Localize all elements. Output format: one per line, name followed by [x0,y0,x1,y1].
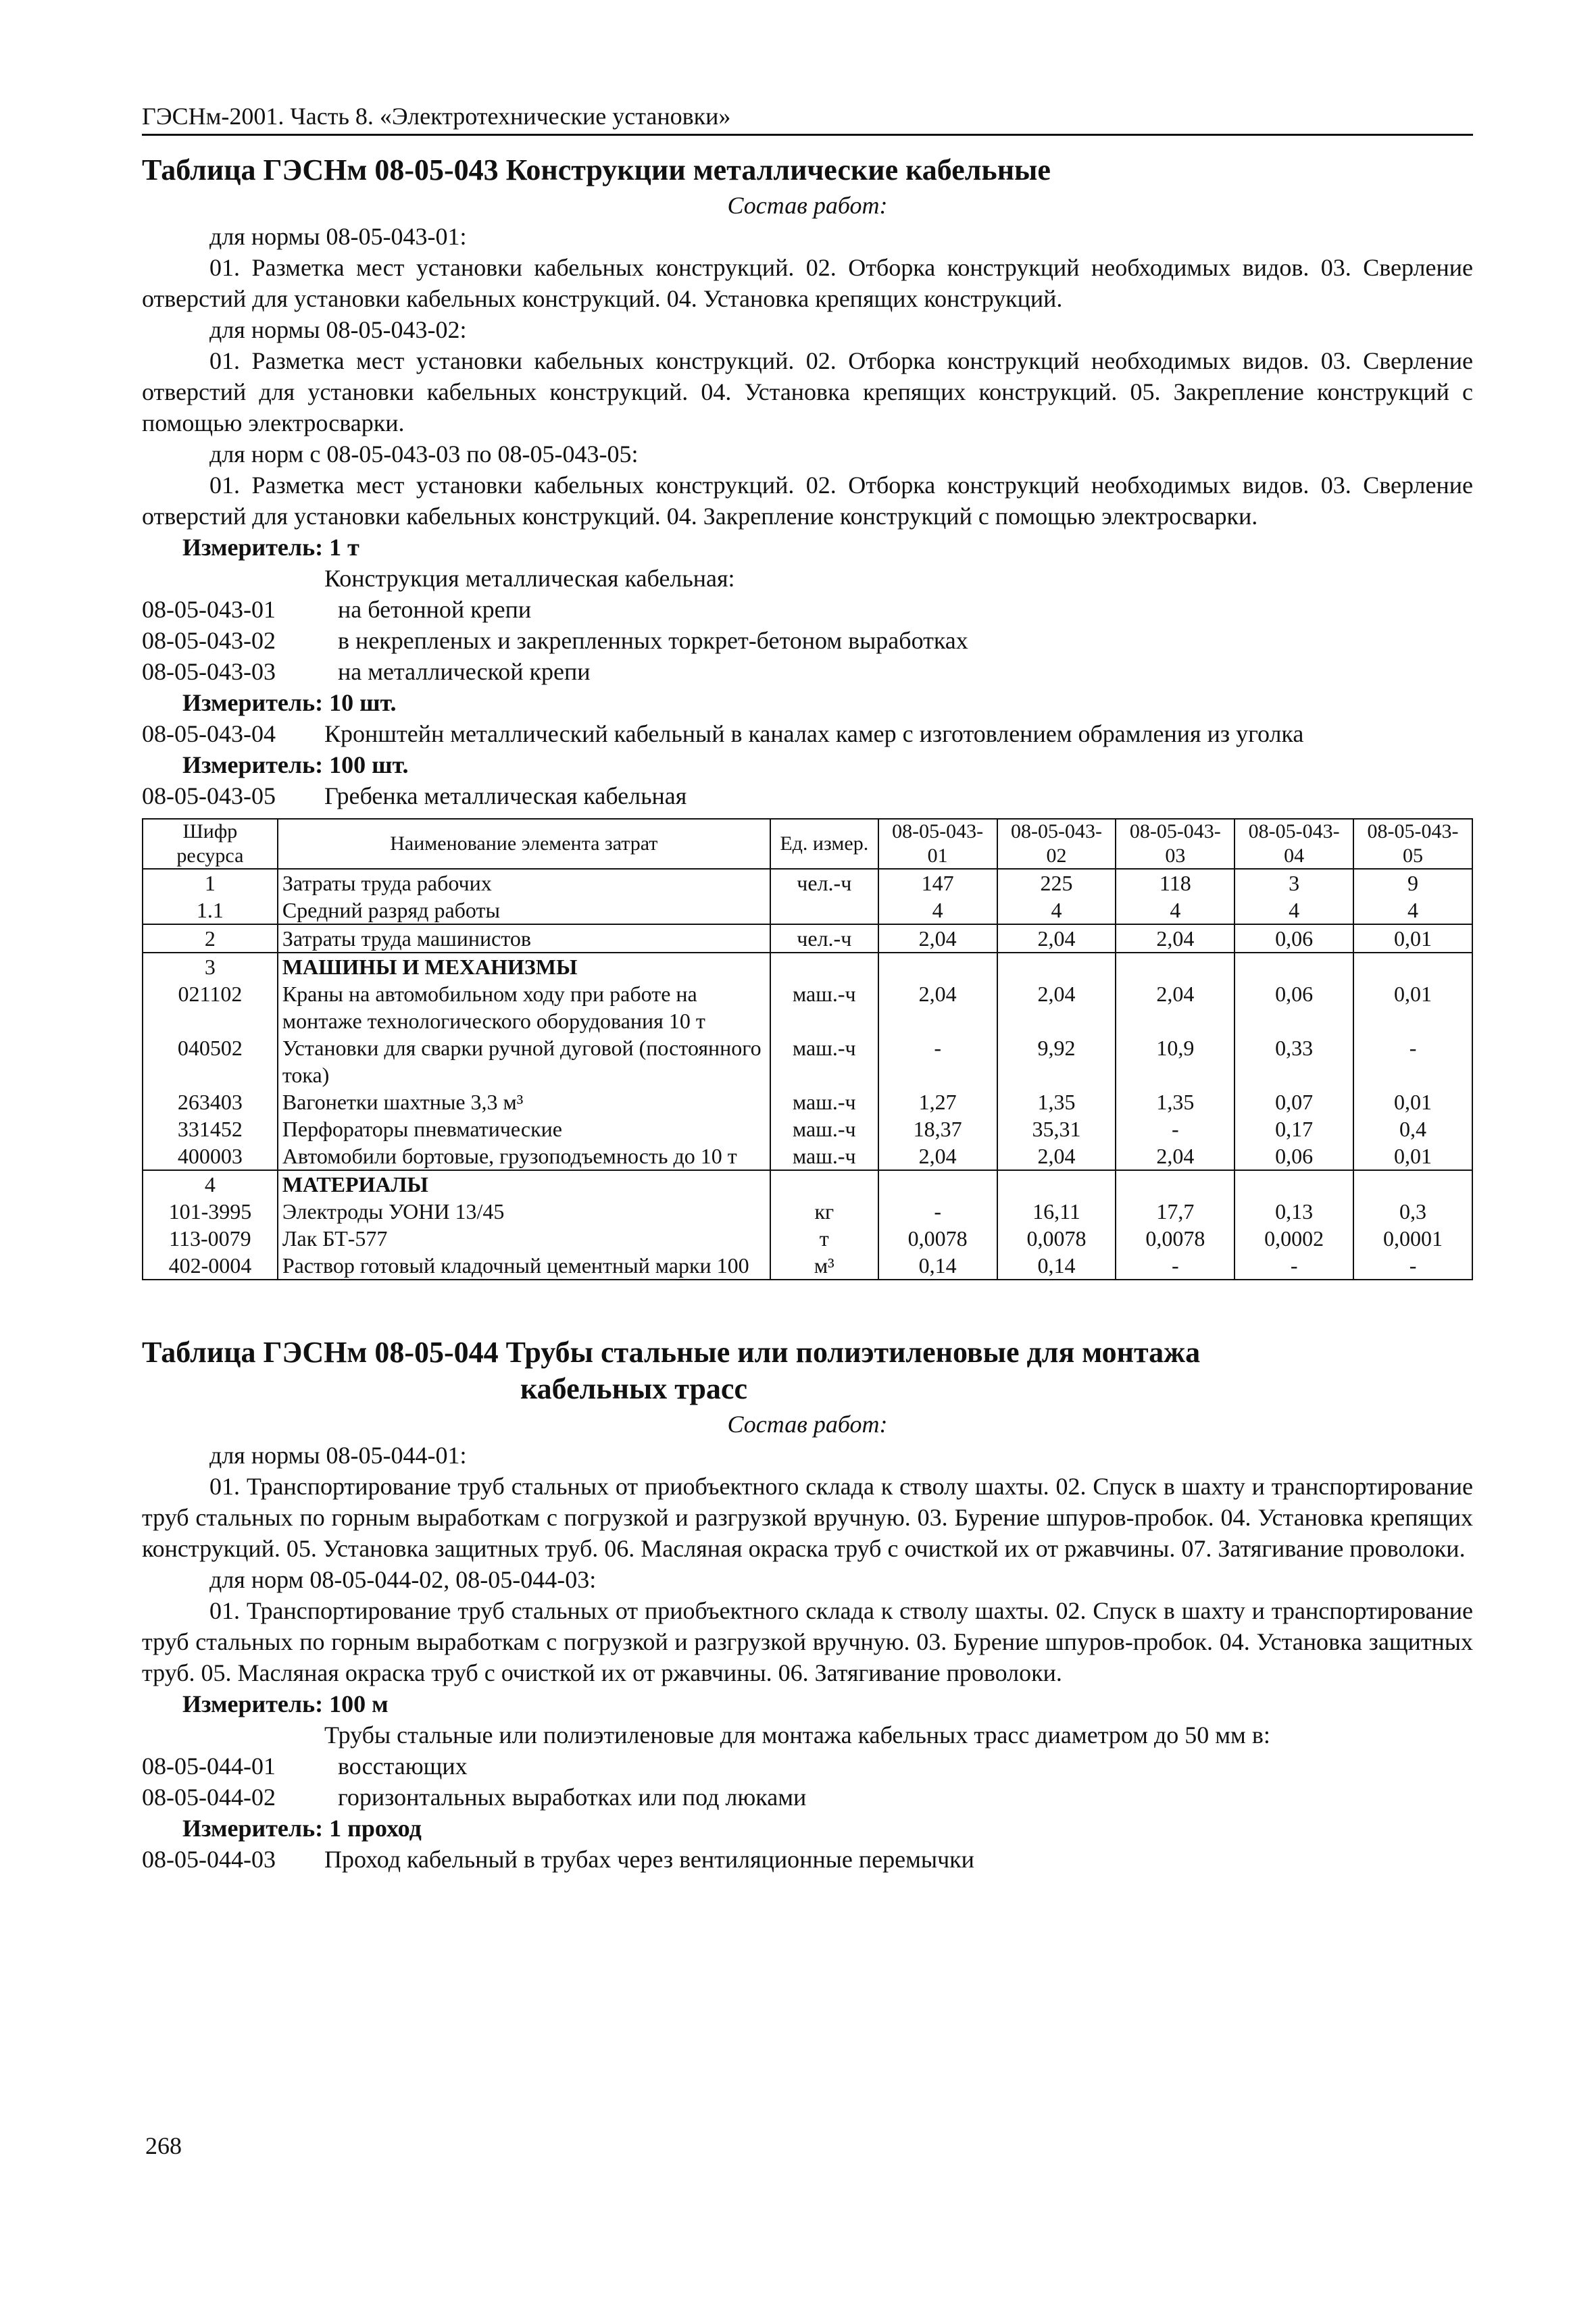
header-norm: 08-05-043-05 [1353,819,1472,869]
cell-code: 1.1 [143,897,278,924]
cell-value: 0,06 [1235,1142,1353,1170]
cell-value: 2,04 [878,1142,997,1170]
norm-code: 08-05-043-03 [142,658,276,685]
cell-value [997,1170,1116,1198]
norm-text: 01. Транспортирование труб стальных от приобъектного склада к стволу шахты. 02. Спуск в шахту и транспортирование труб стальных по горным выработкам с погрузкой и разгрузкой вручную. 03. Бурение шпуров-пробок. 04. Установка крепящих конструкций. 05. Установка защитных труб. 06. Масляная окраска труб с очисткой их от ржавчины. 07. Затягивание проволоки. [142,1473,1473,1562]
cell-value: 10,9 [1116,1034,1235,1088]
norm-row [142,656,1473,687]
header-norm: 08-05-043-01 [878,819,997,869]
cell-value: 35,31 [997,1115,1116,1142]
cell-value: 0,0001 [1353,1225,1472,1252]
cell-name: Лак БТ-577 [278,1225,770,1252]
cell-value: 1,35 [1116,1088,1235,1115]
norm-code: 08-05-043-05 [142,782,276,809]
table-row [143,1034,1472,1088]
norm-desc: на бетонной крепи [338,596,532,623]
norm-text: 01. Разметка мест установки кабельных конструкций. 02. Отборка конструкций необходимых видов. 03. Сверление отверстий для установки кабельных конструкций. 04. Установка крепящих конструкций. [142,254,1473,312]
cell-value: 118 [1116,869,1235,897]
cell-name: Затраты труда рабочих [278,869,770,897]
norm-desc: на металлической крепи [338,658,591,685]
norm-row [142,718,1473,749]
cell-value: 0,17 [1235,1115,1353,1142]
group-text: Трубы стальные или полиэтиленовые для монтажа кабельных трасс диаметром до 50 мм в: [324,1721,1270,1749]
cell-code: 101-3995 [143,1198,278,1225]
measure-unit: Измеритель: 10 шт. [182,689,397,716]
measure-unit: Измеритель: 1 т [182,534,359,561]
cell-code: 021102 [143,980,278,1034]
cell-value: 0,0078 [1116,1225,1235,1252]
table-44-title-cont: кабельных трасс [520,1372,747,1405]
sostav-heading: Состав работ: [727,1411,888,1438]
cell-value: 0,14 [997,1252,1116,1280]
header-norm: 08-05-043-02 [997,819,1116,869]
cell-unit [770,897,878,924]
cell-value: 2,04 [1116,1142,1235,1170]
cell-value: 0,01 [1353,980,1472,1034]
cell-code: 3 [143,953,278,980]
cell-value: 2,04 [1116,980,1235,1034]
cell-value: 17,7 [1116,1198,1235,1225]
cell-code: 4 [143,1170,278,1198]
page-number: 268 [145,2132,182,2159]
table-row [143,1225,1472,1252]
header-unit: Ед. измер. [770,819,878,869]
table-row [143,924,1472,953]
norm-label: для норм 08-05-044-02, 08-05-044-03: [209,1566,597,1593]
cell-value: 3 [1235,869,1353,897]
cell-unit: чел.-ч [770,869,878,897]
cell-code: 1 [143,869,278,897]
cell-name: Краны на автомобильном ходу при работе на монтаже технологического оборудования 10 т [278,980,770,1034]
cell-value: 0,4 [1353,1115,1472,1142]
cell-value: 9,92 [997,1034,1116,1088]
running-header: ГЭСНм-2001. Часть 8. «Электротехнические установки» [142,101,1473,136]
group-caption [142,563,1473,594]
norm-code: 08-05-044-03 [142,1846,276,1873]
header-norm: 08-05-043-04 [1235,819,1353,869]
resource-table [142,818,1473,1280]
cell-unit: маш.-ч [770,980,878,1034]
table-row [143,869,1472,897]
cell-name: МАШИНЫ И МЕХАНИЗМЫ [278,953,770,980]
cell-name: Затраты труда машинистов [278,924,770,953]
norm-code: 08-05-043-04 [142,720,276,747]
cell-value: 4 [878,897,997,924]
cell-value: 147 [878,869,997,897]
norm-desc: восстающих [338,1753,468,1780]
norm-row [142,1782,1473,1813]
norm-row [142,594,1473,625]
cell-value [1116,1170,1235,1198]
cell-value: - [1353,1252,1472,1280]
table-row [143,1198,1472,1225]
table-header-row [143,819,1472,869]
cell-code: 402-0004 [143,1252,278,1280]
cell-unit: маш.-ч [770,1034,878,1088]
cell-value: 4 [1235,897,1353,924]
group-text: Конструкция металлическая кабельная: [324,565,735,592]
document-page [142,101,1473,1875]
group-caption [142,1719,1473,1751]
cell-value: 0,01 [1353,924,1472,953]
measure-unit: Измеритель: 100 шт. [182,751,409,778]
norm-code: 08-05-043-01 [142,596,276,623]
norm-row [142,1844,1473,1875]
cell-value: 0,01 [1353,1142,1472,1170]
norm-code: 08-05-043-02 [142,627,276,654]
table-row [143,1170,1472,1198]
cell-value [1116,953,1235,980]
cell-value: 0,0002 [1235,1225,1353,1252]
table-body [143,869,1472,1280]
norm-row [142,780,1473,811]
norm-desc: Кронштейн металлический кабельный в каналах камер с изготовлением обрамления из уголка [324,720,1304,747]
cell-value: 4 [1116,897,1235,924]
table-43-title: Таблица ГЭСНм 08-05-043 Конструкции металлические кабельные [142,153,1051,186]
cell-code: 400003 [143,1142,278,1170]
cell-name: Перфораторы пневматические [278,1115,770,1142]
cell-value: 0,01 [1353,1088,1472,1115]
cell-value [878,1170,997,1198]
cell-value: 0,14 [878,1252,997,1280]
norm-label: для нормы 08-05-043-01: [209,223,467,250]
norm-code: 08-05-044-02 [142,1784,276,1811]
table-row [143,980,1472,1034]
table-row [143,1088,1472,1115]
table-44-title: Таблица ГЭСНм 08-05-044 Трубы стальные или полиэтиленовые для монтажа [142,1336,1201,1369]
cell-value [1353,1170,1472,1198]
norm-text: 01. Разметка мест установки кабельных конструкций. 02. Отборка конструкций необходимых видов. 03. Сверление отверстий для установки кабельных конструкций. 04. Закрепление конструкций с помощью электросварки. [142,472,1473,530]
cell-unit [770,953,878,980]
table-row [143,1252,1472,1280]
cell-unit: маш.-ч [770,1088,878,1115]
cell-value: 18,37 [878,1115,997,1142]
cell-value: - [878,1198,997,1225]
cell-code: 040502 [143,1034,278,1088]
cell-value [1353,953,1472,980]
cell-code: 113-0079 [143,1225,278,1252]
cell-value: 2,04 [997,980,1116,1034]
measure-unit: Измеритель: 1 проход [182,1815,422,1842]
cell-name: Электроды УОНИ 13/45 [278,1198,770,1225]
header-norm: 08-05-043-03 [1116,819,1235,869]
norm-row [142,625,1473,656]
cell-code: 2 [143,924,278,953]
cell-value: 1,35 [997,1088,1116,1115]
cell-value: - [878,1034,997,1088]
measure-unit: Измеритель: 100 м [182,1690,389,1717]
cell-value: 225 [997,869,1116,897]
cell-value: 0,3 [1353,1198,1472,1225]
cell-code: 331452 [143,1115,278,1142]
cell-value: 9 [1353,869,1472,897]
table-row [143,1142,1472,1170]
cell-value: - [1235,1252,1353,1280]
cell-unit: чел.-ч [770,924,878,953]
cell-name: Установки для сварки ручной дуговой (постоянного тока) [278,1034,770,1088]
cell-value: 2,04 [1116,924,1235,953]
cell-value: 0,07 [1235,1088,1353,1115]
cell-unit: кг [770,1198,878,1225]
cell-name: МАТЕРИАЛЫ [278,1170,770,1198]
cell-value: 1,27 [878,1088,997,1115]
cell-unit: маш.-ч [770,1142,878,1170]
norm-row [142,1751,1473,1782]
norm-desc: в некрепленых и закрепленных торкрет-бетоном выработках [338,627,968,654]
cell-value [878,953,997,980]
cell-code: 263403 [143,1088,278,1115]
cell-name: Средний разряд работы [278,897,770,924]
cell-value: 0,13 [1235,1198,1353,1225]
table-row [143,1115,1472,1142]
norm-label: для норм с 08-05-043-03 по 08-05-043-05: [209,441,639,468]
table-row [143,897,1472,924]
table-row [143,953,1472,980]
cell-value: 2,04 [997,924,1116,953]
cell-value [1235,1170,1353,1198]
norm-code: 08-05-044-01 [142,1753,276,1780]
cell-value: - [1116,1252,1235,1280]
cell-value [1235,953,1353,980]
norm-label: для нормы 08-05-043-02: [209,316,467,343]
cell-unit [770,1170,878,1198]
header-name: Наименование элемента затрат [278,819,770,869]
cell-value: 16,11 [997,1198,1116,1225]
cell-name: Вагонетки шахтные 3,3 м³ [278,1088,770,1115]
cell-value: 0,0078 [878,1225,997,1252]
cell-value: - [1353,1034,1472,1088]
cell-value: 4 [1353,897,1472,924]
header-code: Шифр ресурса [143,819,278,869]
cell-name: Раствор готовый кладочный цементный марки 100 [278,1252,770,1280]
cell-value: - [1116,1115,1235,1142]
cell-value: 0,33 [1235,1034,1353,1088]
cell-value: 2,04 [878,924,997,953]
norm-text: 01. Транспортирование труб стальных от приобъектного склада к стволу шахты. 02. Спуск в шахту и транспортирование труб стальных по горным выработкам с погрузкой и разгрузкой вручную. 03. Бурение шпуров-пробок. 04. Установка защитных труб. 05. Масляная окраска труб с очисткой их от ржавчины. 06. Затягивание проволоки. [142,1597,1473,1686]
norm-desc: Проход кабельный в трубах через вентиляционные перемычки [324,1846,974,1873]
cell-value [997,953,1116,980]
norm-desc: Гребенка металлическая кабельная [324,782,687,809]
cell-value: 0,0078 [997,1225,1116,1252]
cell-value: 0,06 [1235,924,1353,953]
cell-value: 0,06 [1235,980,1353,1034]
cell-unit: т [770,1225,878,1252]
cell-value: 2,04 [997,1142,1116,1170]
cell-value: 2,04 [878,980,997,1034]
cell-unit: маш.-ч [770,1115,878,1142]
norm-text: 01. Разметка мест установки кабельных конструкций. 02. Отборка конструкций необходимых видов. 03. Сверление отверстий для установки кабельных конструкций. 04. Установка крепящих конструкций. 05. Закрепление конструкций с помощью электросварки. [142,347,1473,436]
sostav-heading: Состав работ: [727,192,888,219]
cell-value: 4 [997,897,1116,924]
cell-name: Автомобили бортовые, грузоподъемность до 10 т [278,1142,770,1170]
norm-label: для нормы 08-05-044-01: [209,1442,467,1469]
norm-desc: горизонтальных выработках или под люками [338,1784,807,1811]
cell-unit: м³ [770,1252,878,1280]
